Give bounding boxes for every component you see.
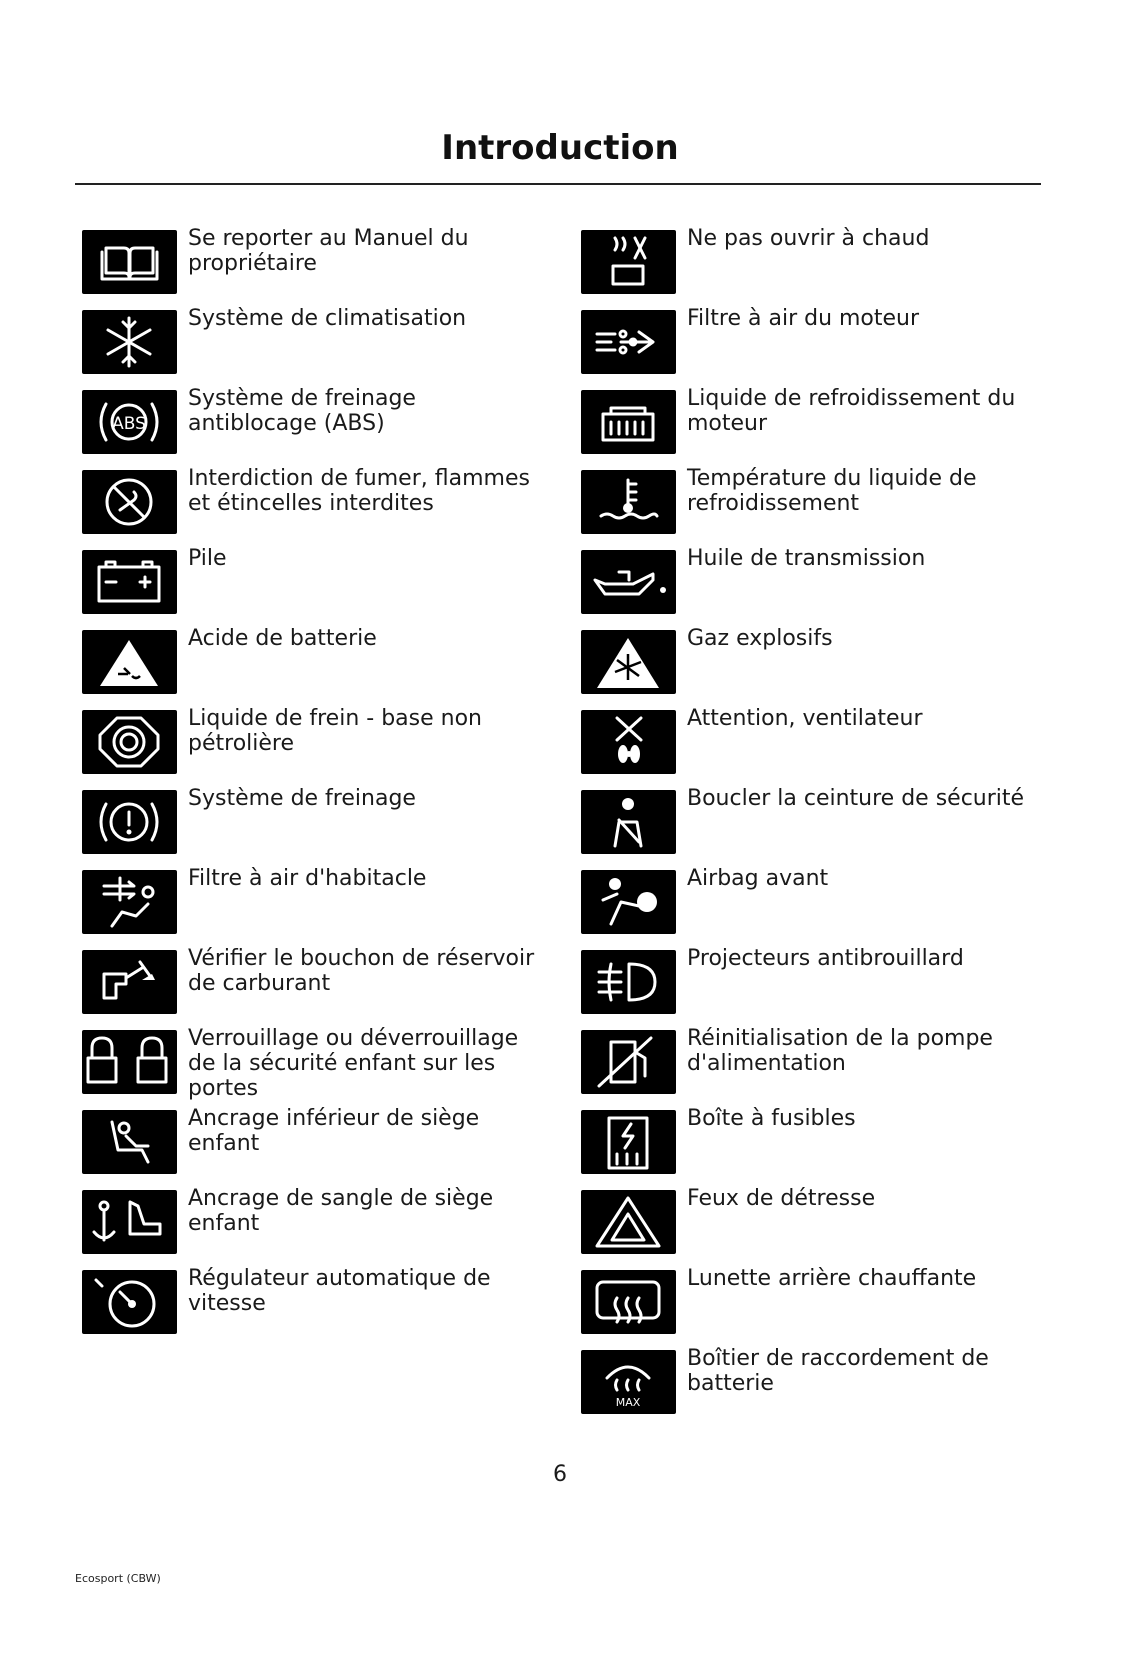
symbol-label: Température du liquide de refroidissement xyxy=(687,466,977,516)
symbol-label: Huile de transmission xyxy=(687,546,926,571)
symbol-label: Système de freinage antiblocage (ABS) xyxy=(188,386,416,436)
symbol-item xyxy=(581,866,1051,950)
symbol-item xyxy=(581,786,1051,870)
max-defrost-icon xyxy=(581,1350,676,1414)
symbol-item xyxy=(82,786,542,870)
symbol-label: Ancrage inférieur de siège enfant xyxy=(188,1106,480,1156)
child-safety-lock-icon xyxy=(82,1030,177,1094)
symbol-label: Vérifier le bouchon de réservoir de carburant xyxy=(188,946,535,996)
air-conditioning-snowflake-icon xyxy=(82,310,177,374)
fuel-cap-check-icon xyxy=(82,950,177,1014)
battery-acid-warning-icon xyxy=(82,630,177,694)
transmission-oil-icon xyxy=(581,550,676,614)
coolant-temperature-icon xyxy=(581,470,676,534)
symbol-label: Ancrage de sangle de siège enfant xyxy=(188,1186,494,1236)
title-divider xyxy=(75,183,1041,185)
symbol-label: Système de climatisation xyxy=(188,306,467,331)
symbol-item xyxy=(581,946,1051,1030)
symbol-label: Pile xyxy=(188,546,227,571)
symbol-label: Liquide de frein - base non pétrolière xyxy=(188,706,482,756)
symbol-item xyxy=(82,386,542,470)
symbol-label: Régulateur automatique de vitesse xyxy=(188,1266,491,1316)
symbol-item xyxy=(581,626,1051,710)
symbol-label: Boucler la ceinture de sécurité xyxy=(687,786,1025,811)
battery-icon xyxy=(82,550,177,614)
symbol-label: Gaz explosifs xyxy=(687,626,833,651)
symbol-item xyxy=(581,466,1051,550)
symbol-label: Système de freinage xyxy=(188,786,416,811)
symbol-item xyxy=(581,306,1051,390)
abs-icon xyxy=(82,390,177,454)
child-seat-tether-anchor-icon xyxy=(82,1190,177,1254)
symbol-item xyxy=(82,546,542,630)
symbol-label: Interdiction de fumer, flammes et étincelles interdites xyxy=(188,466,530,516)
symbol-item xyxy=(581,1186,1051,1270)
symbol-item xyxy=(581,546,1051,630)
fan-warning-icon xyxy=(581,710,676,774)
symbol-label: Airbag avant xyxy=(687,866,829,891)
engine-air-filter-icon xyxy=(581,310,676,374)
brake-fluid-non-petroleum-icon xyxy=(82,710,177,774)
symbol-label: Filtre à air du moteur xyxy=(687,306,920,331)
fuel-pump-reset-icon xyxy=(581,1030,676,1094)
symbol-item xyxy=(581,1266,1051,1350)
explosive-gas-icon xyxy=(581,630,676,694)
svg-text:MAX: MAX xyxy=(615,1396,641,1409)
symbol-label: Acide de batterie xyxy=(188,626,377,651)
left-symbol-column xyxy=(82,226,542,1350)
symbol-item xyxy=(82,466,542,550)
symbol-item xyxy=(82,946,542,1030)
symbol-label: Ne pas ouvrir à chaud xyxy=(687,226,930,251)
symbol-label: Feux de détresse xyxy=(687,1186,876,1211)
do-not-open-when-hot-icon xyxy=(581,230,676,294)
symbol-label: Lunette arrière chauffante xyxy=(687,1266,977,1291)
symbol-item xyxy=(82,1266,542,1350)
symbol-item xyxy=(581,1346,1051,1430)
symbol-label: Se reporter au Manuel du propriétaire xyxy=(188,226,469,276)
symbol-item xyxy=(82,1026,542,1110)
symbol-label: Liquide de refroidissement du moteur xyxy=(687,386,1016,436)
cabin-air-filter-icon xyxy=(82,870,177,934)
child-seat-lower-anchor-icon xyxy=(82,1110,177,1174)
symbol-item xyxy=(581,386,1051,470)
symbol-item xyxy=(82,706,542,790)
symbol-item xyxy=(82,226,542,310)
symbol-item xyxy=(82,1106,542,1190)
seat-belt-icon xyxy=(581,790,676,854)
no-smoking-flames-sparks-icon xyxy=(82,470,177,534)
symbol-label: Boîtier de raccordement de batterie xyxy=(687,1346,989,1396)
symbol-label: Réinitialisation de la pompe d'alimentation xyxy=(687,1026,993,1076)
brake-system-icon xyxy=(82,790,177,854)
right-symbol-column xyxy=(581,226,1051,1430)
hazard-warning-icon xyxy=(581,1190,676,1254)
front-airbag-icon xyxy=(581,870,676,934)
footer-model: Ecosport (CBW) xyxy=(75,1572,161,1585)
symbol-item xyxy=(82,626,542,710)
engine-coolant-icon xyxy=(581,390,676,454)
symbol-item xyxy=(581,226,1051,310)
symbol-item xyxy=(581,1106,1051,1190)
symbol-item xyxy=(581,706,1051,790)
fog-lamp-icon xyxy=(581,950,676,1014)
symbol-label: Filtre à air d'habitacle xyxy=(188,866,427,891)
symbol-item xyxy=(82,866,542,950)
symbol-label: Boîte à fusibles xyxy=(687,1106,856,1131)
symbol-item xyxy=(581,1026,1051,1110)
symbol-label: Projecteurs antibrouillard xyxy=(687,946,964,971)
heated-rear-window-icon xyxy=(581,1270,676,1334)
symbol-item xyxy=(82,306,542,390)
symbol-item xyxy=(82,1186,542,1270)
symbol-label: Attention, ventilateur xyxy=(687,706,923,731)
symbol-label: Verrouillage ou déverrouillage de la sécurité enfant sur les portes xyxy=(188,1026,519,1101)
page-title: Introduction xyxy=(441,128,679,168)
cruise-control-icon xyxy=(82,1270,177,1334)
fuse-box-icon xyxy=(581,1110,676,1174)
svg-text:ABS: ABS xyxy=(112,414,146,434)
page-number: 6 xyxy=(553,1462,567,1487)
owner-manual-book-icon xyxy=(82,230,177,294)
